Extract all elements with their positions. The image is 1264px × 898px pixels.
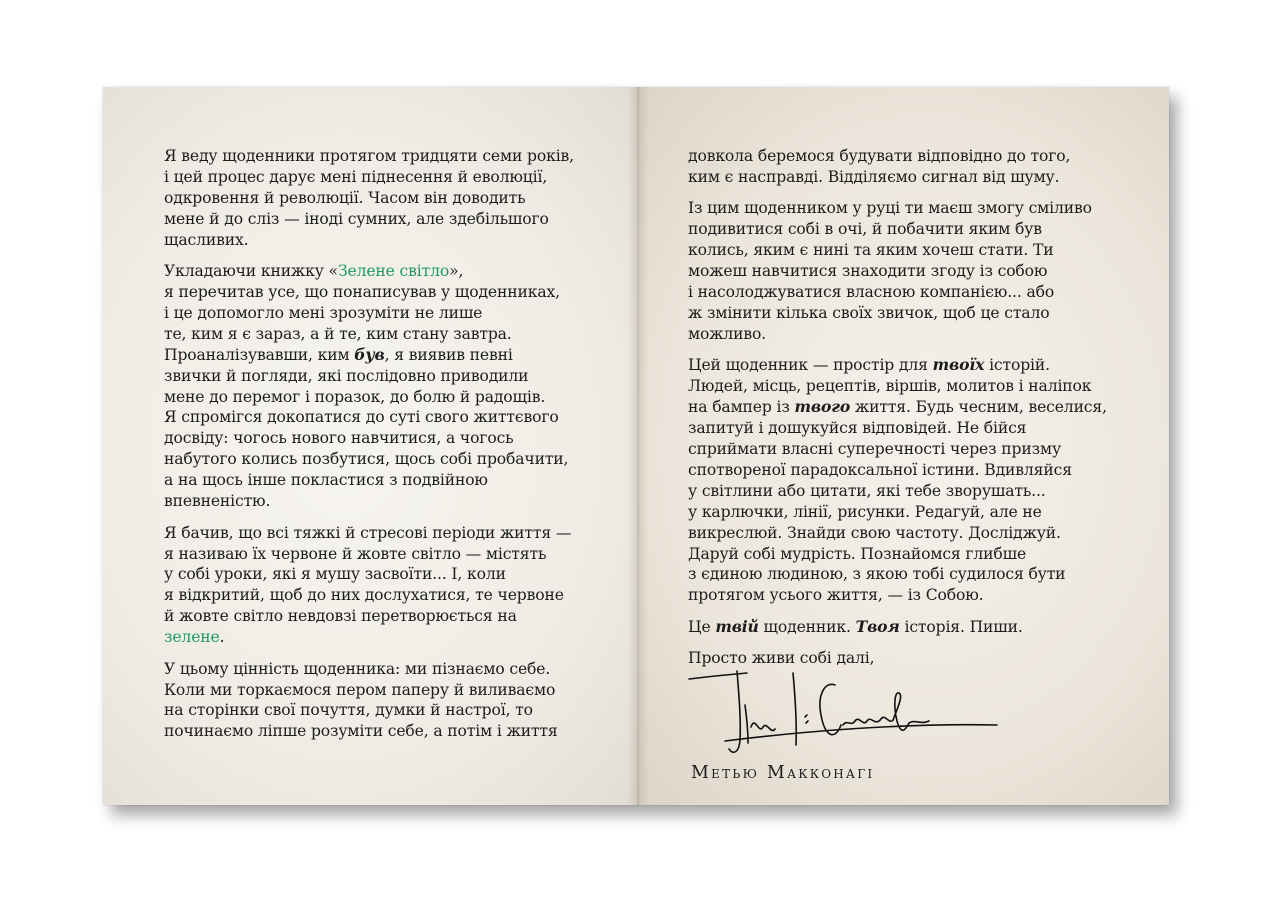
paragraph-6: Із цим щоденником у руці ти маєш змогу сміливо подивитися собі в очі, й побачити яким був колись, яким є нині та яким хочеш стати. Ти можеш навчитися знаходити згоду із собою і насолоджуватися власною компанією... або ж змінити кілька своїх звичок, щоб це стало можливо. <box>688 199 1092 343</box>
handwritten-signature <box>685 665 1005 757</box>
open-book <box>103 87 1169 805</box>
left-page <box>103 87 637 805</box>
green-word: зелене <box>164 628 220 647</box>
author-name: Метью Макконагі <box>691 763 875 783</box>
paragraph-1: Я веду щоденники протягом тридцяти семи років, і цей процес дарує мені піднесення й еволюції, одкровення й революції. Часом він доводить мене й до сліз — іноді сумних, але здебільшого щасливих. <box>164 147 574 249</box>
paragraph-9: Просто живи собі далі, <box>688 649 875 668</box>
paragraph-2: Укладаючи книжку «Зелене світло», я перечитав усе, що понаписував у щоденниках, і це допомогло мені зрозуміти не лише те, ким я є зараз, а й те, ким стану завтра. Проаналізувавши, ким був, я виявив певні звички й погляди, які послідовно приводили мене до перемог і поразок, до болю й радощів. Я спромігся докопатися до суті свого життєвого досвіду: чогось нового навчитися, а чогось набутого колись позбутися, щось собі пробачити, а на щось інше покластися з подвійною впевненістю. <box>164 262 569 511</box>
book-gutter <box>627 87 649 805</box>
paragraph-7: Цей щоденник — простір для твоїх історій. Людей, місць, рецептів, віршів, молитов і наліпок на бампер із твого життя. Будь чесним, веселися, запитуй і дошукуйся відповідей. Не бійся сприймати власні суперечності через призму спотвореної парадоксальної істини. Вдивляйся у світлини або цитати, які тебе зворушать... у карлючки, лінії, рисунки. Редагуй, але не викреслюй. Знайди свою частоту. Досліджуй. Даруй собі мудрість. Познайомся глибше з єдиною людиною, з якою тобі судилося бути протягом усього життя, — із Собою. <box>688 355 1107 605</box>
paragraph-4: У цьому цінність щоденника: ми пізнаємо себе. Коли ми торкаємося пером паперу й виливаємо на сторінки свої почуття, думки й настрої, то починаємо ліпше розуміти себе, а потім і життя <box>164 659 558 741</box>
paragraph-3: Я бачив, що всі тяжкі й стресові періоди життя — я називаю їх червоне й жовте світло — містять у собі уроки, які я мушу засвоїти... І, коли я відкритий, щоб до них дослухатися, те червоне й жовте світло невдовзі перетворюється на зелене. <box>164 523 572 647</box>
paragraph-5: довкола беремося будувати відповідно до того, ким є насправді. Відділяємо сигнал від шуму. <box>688 147 1071 186</box>
right-page <box>637 87 1169 805</box>
book-title-green-light: Зелене світло <box>337 262 450 281</box>
left-page-text <box>164 146 634 753</box>
right-page-text <box>688 146 1158 680</box>
paragraph-8: Це твій щоденник. Твоя історія. Пиши. <box>688 616 1023 636</box>
